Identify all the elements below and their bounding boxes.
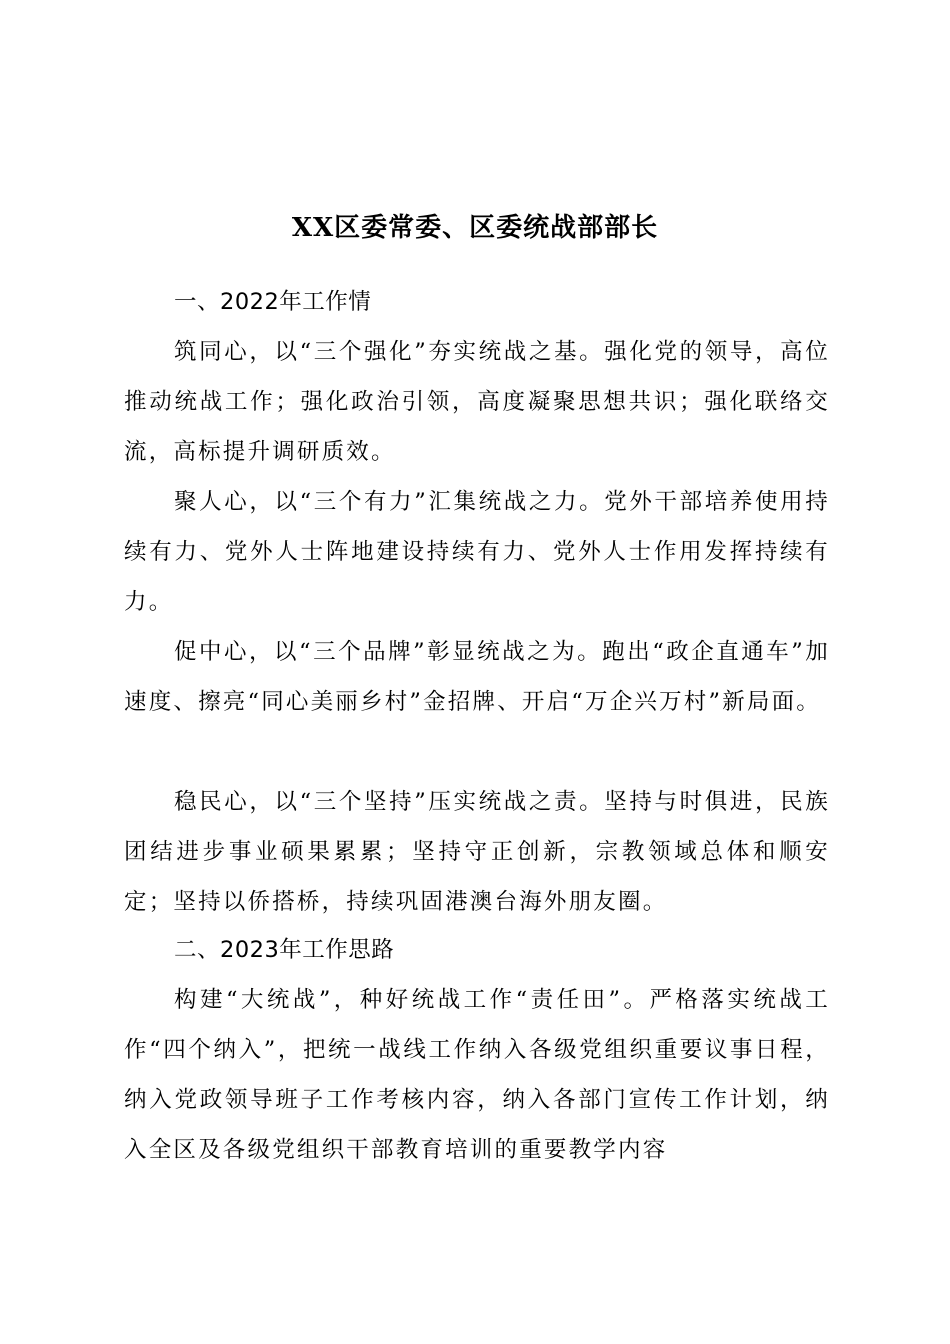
paragraph: 构建“大统战”，种好统战工作“责任田”。严格落实统战工作“四个纳入”，把统一战线工作纳入各级党组织重要议事日程，纳入党政领导班子工作考核内容，纳入各部门宣传工作计划，纳入全区及各级党组织干部教育培训的重要教学内容 xyxy=(124,987,830,1163)
paragraph: 稳民心，以“三个坚持”压实统战之责。坚持与时俱进，民族团结进步事业硕果累累；坚持守正创新，宗教领域总体和顺安定；坚持以侨搭桥，持续巩固港澳台海外朋友圈。 xyxy=(124,789,830,915)
paragraph: 促中心，以“三个品牌”彰显统战之为。跑出“政企直通车”加速度、擦亮“同心美丽乡村”金招牌、开启“万企兴万村”新局面。 xyxy=(124,639,830,715)
section-heading-1: 一、2022年工作情 xyxy=(174,289,372,315)
document-title: XX区委常委、区委统战部部长 xyxy=(291,213,659,243)
paragraph: 筑同心，以“三个强化”夯实统战之基。强化党的领导，高位推动统战工作；强化政治引领，高度凝聚思想共识；强化联络交流，高标提升调研质效。 xyxy=(124,339,830,465)
paragraph: 聚人心，以“三个有力”汇集统战之力。党外干部培养使用持续有力、党外人士阵地建设持续有力、党外人士作用发挥持续有力。 xyxy=(124,489,830,615)
section-heading-2: 二、2023年工作思路 xyxy=(174,937,395,963)
